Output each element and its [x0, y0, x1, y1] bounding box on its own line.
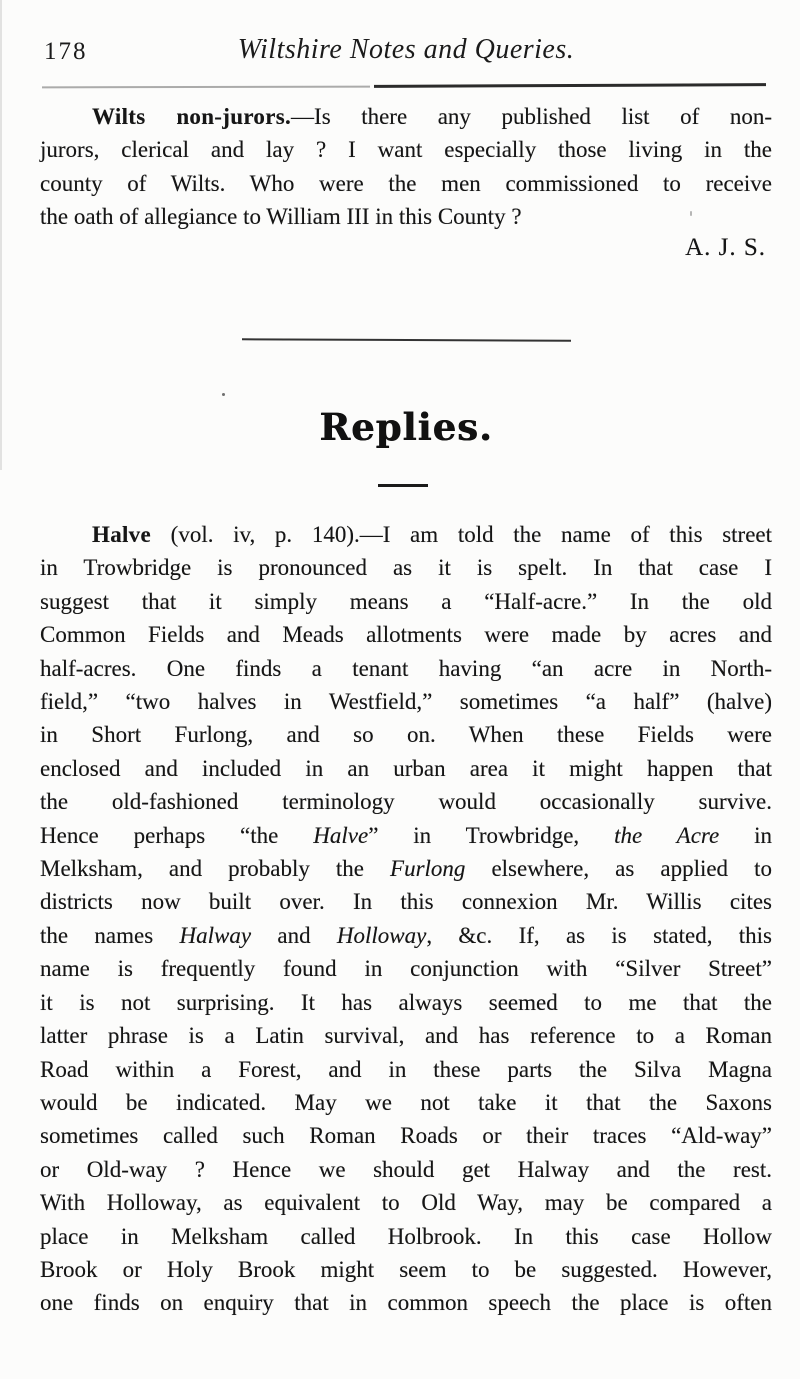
text-line: With Holloway, as equivalent to Old Way, may be compared a: [40, 1190, 772, 1216]
replies-dash-rule: [378, 484, 428, 487]
text-line: the oath of allegiance to William III in this County ?: [40, 204, 522, 230]
text-line: in Short Furlong, and so on. When these Fields were: [40, 722, 772, 748]
text-line: Brook or Holy Brook might seem to be suggested. However,: [40, 1256, 772, 1282]
text-line: sometimes called such Roman Roads or their traces “Ald-way”: [40, 1123, 772, 1149]
text-line: Common Fields and Meads allotments were made by acres and: [40, 622, 772, 648]
replies-heading: Replies.: [319, 405, 493, 449]
query-signature: A. J. S.: [685, 234, 766, 261]
scan-speck: [222, 393, 225, 396]
section-divider-rule: [242, 338, 571, 341]
text-line: half-acres. One finds a tenant having “an acre in North-: [40, 655, 772, 681]
text-line: county of Wilts. Who were the men commissioned to receive: [40, 170, 772, 196]
text-line: would be indicated. May we not take it that the Saxons: [40, 1089, 772, 1115]
text-line: it is not surprising. It has always seemed to me that the: [40, 989, 772, 1015]
text-line: jurors, clerical and lay ? I want especially those living in the: [40, 137, 772, 163]
reply-paragraph: [40, 518, 772, 1320]
page-number: 178: [44, 38, 88, 65]
query-paragraph: [40, 100, 772, 234]
text-line: Road within a Forest, and in these parts the Silva Magna: [40, 1056, 772, 1082]
header-rule-right-segment: [374, 83, 766, 88]
scan-speck: [690, 211, 692, 216]
text-line: the old-fashioned terminology would occasionally survive.: [40, 789, 772, 815]
text-line: place in Melksham called Holbrook. In this case Hollow: [40, 1223, 772, 1249]
text-line: districts now built over. In this connexion Mr. Willis cites: [40, 889, 772, 915]
text-line: suggest that it simply means a “Half-acre.” In the old: [40, 588, 772, 614]
text-line: in Trowbridge is pronounced as it is spelt. In that case I: [40, 555, 772, 581]
header-rule-left-segment: [42, 86, 370, 89]
text-line: Hence perhaps “the Halve” in Trowbridge, the Acre in: [40, 822, 773, 848]
text-line: or Old-way ? Hence we should get Halway and the rest.: [40, 1156, 772, 1182]
text-line: one finds on enquiry that in common speech the place is often: [40, 1290, 772, 1316]
scan-edge-artifact: [0, 0, 2, 470]
text-line: enclosed and included in an urban area it might happen that: [40, 755, 772, 781]
text-line: field,” “two halves in Westfield,” sometimes “a half” (halve): [40, 689, 772, 715]
text-line: Melksham, and probably the Furlong elsewhere, as applied to: [40, 856, 772, 882]
text-line: latter phrase is a Latin survival, and has reference to a Roman: [40, 1023, 772, 1049]
running-title: Wiltshire Notes and Queries.: [237, 34, 575, 65]
text-line: the names Halway and Holloway, &c. If, as is stated, this: [40, 922, 773, 948]
text-line: Halve (vol. iv, p. 140).—I am told the name of this street: [92, 522, 772, 547]
text-line: name is frequently found in conjunction with “Silver Street”: [40, 956, 772, 982]
text-line: Wilts non-jurors.—Is there any published list of non-: [92, 104, 772, 129]
